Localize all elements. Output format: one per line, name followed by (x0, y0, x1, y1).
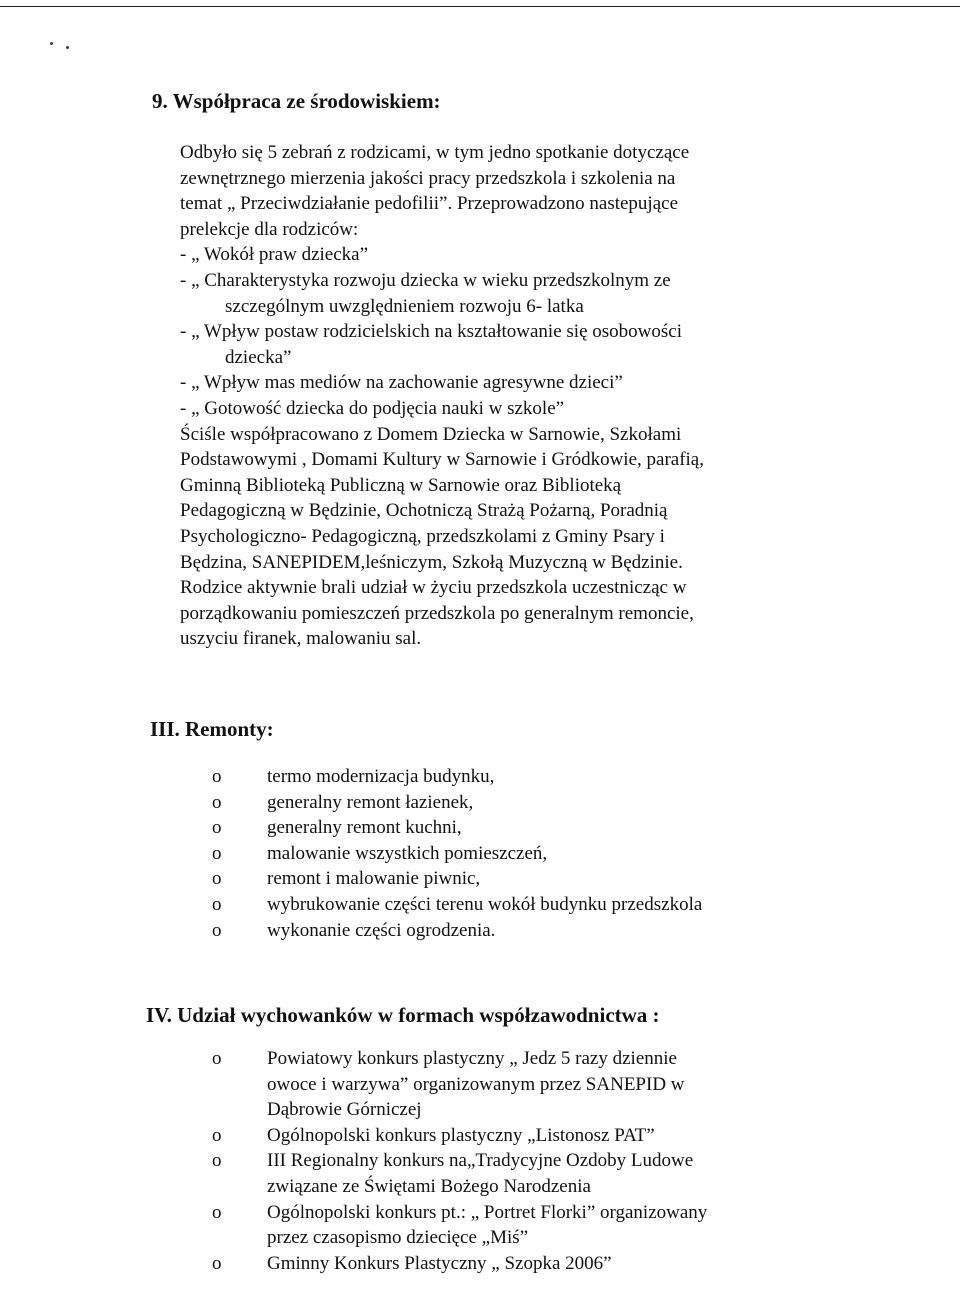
bullet-circle-icon: o (212, 1150, 222, 1172)
list-item: o Gminny Konkurs Plastyczny „ Szopka 2006” (267, 1251, 707, 1277)
section-heading-cooperation: 9. Współpraca ze środowiskiem: (152, 89, 441, 113)
text-line: uszyciu firanek, malowaniu sal. (180, 628, 422, 650)
list-item: o termo modernizacja budynku, (267, 764, 702, 790)
text-line: Będzina, SANEPIDEM,leśniczym, Szkołą Muzyczną w Będzinie. (180, 551, 683, 573)
text-line: Odbyło się 5 zebrań z rodzicami, w tym jedno spotkanie dotyczące (180, 142, 690, 163)
text-line: temat „ Przeciwdziałanie pedofilii”. Przeprowadzono nastepujące (180, 193, 678, 215)
lecture-item: - „ Wpływ mas mediów na zachowanie agresywne dzieci” (180, 372, 623, 394)
cooperation-paragraph (180, 140, 790, 652)
text-line: Podstawowymi , Domami Kultury w Sarnowie i Gródkowie, parafią, (180, 449, 704, 471)
lecture-item: - „ Gotowość dziecka do podjęcia nauki w szkole” (180, 397, 565, 419)
text-line: Psychologiczno- Pedagogiczną, przedszkolami z Gminy Psary i (180, 525, 665, 547)
list-item: o Ogólnopolski konkurs plastyczny „Listonosz PAT” (267, 1123, 707, 1149)
competitions-list (212, 1046, 708, 1276)
lecture-item-continued: dziecka” (225, 346, 292, 368)
text-line: porządkowaniu pomieszczeń przedszkola po generalnym remoncie, (180, 602, 694, 624)
bullet-circle-icon: o (212, 919, 222, 941)
bullet-circle-icon: o (212, 842, 222, 864)
section-heading-competitions: IV. Udział wychowanków w formach współzawodnictwa : (146, 1003, 660, 1027)
list-item: o malowanie wszystkich pomieszczeń, (267, 841, 702, 867)
list-item: o generalny remont łazienek, (267, 790, 702, 816)
text-line: prelekcje dla rodziców: (180, 218, 359, 240)
bullet-circle-icon: o (212, 1252, 222, 1274)
scan-speck (66, 46, 69, 49)
list-item: o wybrukowanie części terenu wokół budynku przedszkola (267, 892, 702, 918)
section-heading-renovations: III. Remonty: (150, 717, 274, 741)
list-item: o Powiatowy konkurs plastyczny „ Jedz 5 razy dziennie owoce i warzywa” organizowanym przez SANEPID w Dąbrowie Górniczej (212, 1048, 685, 1121)
lecture-item: - „ Charakterystyka rozwoju dziecka w wieku przedszkolnym ze (180, 269, 671, 291)
text-line: zewnętrznego mierzenia jakości pracy przedszkola i szkolenia na (180, 167, 676, 189)
bullet-circle-icon: o (212, 1124, 222, 1146)
lecture-item: - „ Wpływ postaw rodzicielskich na kształtowanie się osobowości (180, 321, 682, 343)
scan-speck (50, 42, 53, 45)
bullet-circle-icon: o (212, 1201, 222, 1223)
bullet-circle-icon: o (212, 893, 222, 915)
bullet-circle-icon: o (212, 791, 222, 813)
bullet-circle-icon: o (212, 868, 222, 890)
list-item: o generalny remont kuchni, (267, 815, 702, 841)
renovations-list (212, 764, 703, 943)
text-line: Ściśle współpracowano z Domem Dziecka w Sarnowie, Szkołami (180, 423, 682, 445)
list-item: o remont i malowanie piwnic, (267, 866, 702, 892)
text-line: Pedagogiczną w Będzinie, Ochotniczą Strażą Pożarną, Poradnią (180, 500, 668, 522)
lecture-item: - „ Wokół praw dziecka” (180, 244, 369, 266)
list-item: o III Regionalny konkurs na„Tradycyjne Ozdoby Ludowe związane ze Świętami Bożego Narodzenia (212, 1150, 694, 1197)
bullet-circle-icon: o (212, 817, 222, 839)
text-line: Gminną Biblioteką Publiczną w Sarnowie oraz Biblioteką (180, 474, 622, 496)
list-item: o Ogólnopolski konkurs pt.: „ Portret Florki” organizowany przez czasopismo dziecięce „Miś” (212, 1201, 708, 1249)
bullet-circle-icon: o (212, 766, 222, 787)
bullet-circle-icon: o (212, 1048, 222, 1069)
lecture-item-continued: szczególnym uwzględnieniem rozwoju 6- latka (225, 295, 584, 317)
top-rule (0, 6, 960, 7)
text-line: Rodzice aktywnie brali udział w życiu przedszkola uczestnicząc w (180, 577, 687, 599)
list-item: o wykonanie części ogrodzenia. (267, 918, 702, 944)
